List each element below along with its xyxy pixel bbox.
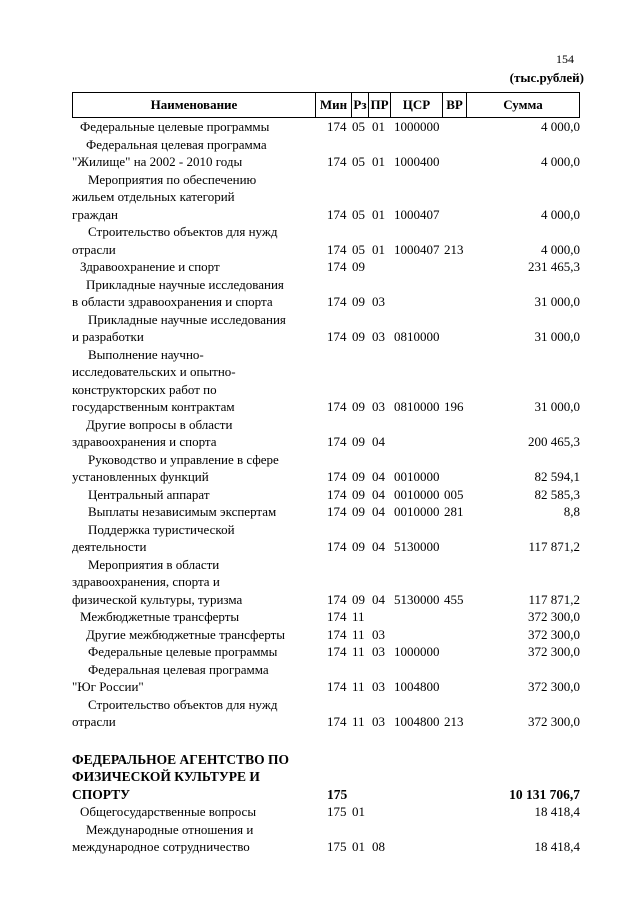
table-row: [72, 118, 584, 136]
table-row: [72, 608, 584, 626]
row-name-line: СПОРТУ: [72, 786, 131, 802]
row-name-line: Международные отношения и: [86, 821, 254, 837]
cell-sum: 82 585,3: [534, 486, 580, 502]
cell-pr: 03: [372, 644, 385, 659]
cell-sum: 31 000,0: [534, 399, 580, 414]
table-row: [72, 643, 584, 661]
row-name-line: Центральный аппарат: [88, 486, 210, 502]
cell-min: 174: [327, 154, 347, 169]
cell-sum: 231 465,3: [528, 259, 580, 274]
cell-csr: 5130000: [394, 591, 440, 607]
cell-min: 174: [327, 399, 347, 414]
cell-min: 174: [327, 119, 347, 134]
row-name-line: Мероприятия в области: [88, 556, 220, 572]
cell-rz: 09: [352, 504, 365, 519]
units-label: (тыс.рублей): [509, 70, 584, 85]
cell-csr: 1000000: [394, 119, 440, 134]
cell-rz: 05: [352, 154, 365, 169]
cell-min: 174: [327, 591, 347, 607]
row-name-line: отрасли: [72, 241, 116, 257]
cell-pr: 04: [372, 539, 385, 554]
cell-vr: 196: [444, 399, 464, 414]
cell-min: 174: [327, 434, 347, 449]
table-row: [72, 346, 584, 416]
cell-sum: 117 871,2: [528, 591, 580, 607]
cell-csr: 1000000: [394, 644, 440, 659]
row-name-line: физической культуры, туризма: [72, 591, 243, 607]
row-name-line: Общегосударственные вопросы: [80, 804, 257, 819]
table-row: [72, 311, 584, 346]
table-row: [72, 451, 584, 486]
row-name-line: Федеральная целевая программа: [86, 136, 267, 152]
cell-csr: 0810000: [394, 399, 440, 414]
row-name-line: Мероприятия по обеспечению: [88, 171, 257, 187]
cell-rz: 11: [352, 609, 365, 624]
cell-sum: 18 418,4: [534, 804, 580, 819]
cell-rz: 09: [352, 329, 365, 344]
cell-sum: 372 300,0: [528, 626, 580, 642]
row-name-line: Выплаты независимым экспертам: [88, 504, 277, 519]
cell-rz: 09: [352, 469, 365, 484]
cell-csr: 0010000: [394, 504, 440, 519]
cell-sum: 18 418,4: [534, 839, 580, 854]
cell-min: 174: [327, 241, 347, 257]
row-name-line: здравоохранения и спорта: [72, 434, 217, 449]
cell-csr: 5130000: [394, 539, 440, 554]
table-row: [72, 661, 584, 696]
cell-pr: 04: [372, 504, 385, 519]
cell-sum: 31 000,0: [534, 329, 580, 344]
page-number: 154: [556, 52, 574, 66]
cell-pr: 03: [372, 679, 385, 694]
cell-rz: 09: [352, 259, 365, 274]
table-row: [72, 486, 584, 504]
header-csr: ЦСР: [391, 93, 443, 117]
cell-sum: 372 300,0: [528, 714, 580, 729]
cell-min: 174: [327, 626, 347, 642]
cell-min: 174: [327, 259, 347, 274]
cell-rz: 11: [352, 626, 365, 642]
cell-sum: 4 000,0: [541, 154, 580, 169]
cell-vr: 213: [444, 714, 464, 729]
table-header: [72, 92, 580, 118]
cell-csr: 0810000: [394, 329, 440, 344]
cell-rz: 09: [352, 591, 365, 607]
cell-sum: 4 000,0: [541, 206, 580, 222]
cell-pr: 04: [372, 486, 385, 502]
row-name-line: Другие межбюджетные трансферты: [86, 626, 285, 642]
cell-vr: 455: [444, 591, 464, 607]
table-row-agency: [72, 751, 584, 804]
cell-pr: 01: [372, 154, 385, 169]
cell-pr: 03: [372, 714, 385, 729]
cell-rz: 09: [352, 434, 365, 449]
row-name-line: граждан: [72, 206, 118, 222]
cell-min: 174: [327, 329, 347, 344]
cell-pr: 04: [372, 469, 385, 484]
cell-sum: 372 300,0: [528, 644, 580, 659]
row-name-line: жильем отдельных категорий: [72, 189, 235, 204]
cell-rz: 05: [352, 206, 365, 222]
row-name-line: международное сотрудничество: [72, 839, 250, 854]
cell-csr: 0010000: [394, 486, 440, 502]
cell-sum: 4 000,0: [541, 241, 580, 257]
row-name-line: "Жилище" на 2002 - 2010 годы: [72, 154, 243, 169]
row-name-line: Межбюджетные трансферты: [80, 609, 240, 624]
row-name-line: Другие вопросы в области: [86, 416, 233, 432]
cell-rz: 09: [352, 486, 365, 502]
cell-min: 175: [327, 804, 347, 819]
row-name-line: Федеральные целевые программы: [80, 119, 270, 134]
table-row: [72, 171, 584, 224]
cell-csr: 1004800: [394, 679, 440, 694]
table-row: [72, 276, 584, 311]
cell-rz: 01: [352, 804, 365, 819]
cell-sum: 82 594,1: [534, 469, 580, 484]
cell-pr: 03: [372, 329, 385, 344]
row-name-line: Руководство и управление в сфере: [88, 451, 279, 467]
cell-rz: 05: [352, 241, 365, 257]
row-name-line: здравоохранения, спорта и: [72, 574, 220, 589]
cell-rz: 05: [352, 119, 365, 134]
cell-sum: 117 871,2: [528, 539, 580, 554]
row-name-line: ФЕДЕРАЛЬНОЕ АГЕНТСТВО ПО: [72, 751, 290, 767]
cell-min: 174: [327, 644, 347, 659]
cell-min: 175: [327, 839, 347, 854]
table-row: [72, 696, 584, 731]
cell-vr: 005: [444, 486, 464, 502]
row-name-line: Выполнение научно-: [88, 346, 204, 362]
cell-vr: 213: [444, 241, 464, 257]
row-name-line: Строительство объектов для нужд: [88, 224, 278, 239]
table-row: [72, 223, 584, 258]
cell-rz: 11: [352, 644, 365, 659]
cell-pr: 01: [372, 206, 385, 222]
row-name-line: Строительство объектов для нужд: [88, 696, 278, 712]
table-row: [72, 521, 584, 556]
cell-min: 174: [327, 504, 347, 519]
cell-min: 175: [327, 786, 348, 802]
cell-sum: 372 300,0: [528, 609, 580, 624]
row-name-line: Здравоохранение и спорт: [80, 259, 220, 274]
row-name-line: исследовательских и опытно-: [72, 364, 236, 379]
header-min: Мин: [316, 93, 352, 117]
cell-pr: 04: [372, 591, 385, 607]
row-name-line: "Юг России": [72, 679, 144, 694]
cell-pr: 03: [372, 626, 385, 642]
table-row: [72, 258, 584, 276]
row-name-line: деятельности: [72, 539, 147, 554]
row-name-line: Федеральная целевая программа: [88, 661, 269, 677]
cell-min: 174: [327, 294, 347, 309]
row-name-line: конструкторских работ по: [72, 381, 217, 397]
header-pr: ПР: [369, 93, 391, 117]
cell-sum: 10 131 706,7: [509, 786, 580, 802]
cell-rz: 09: [352, 539, 365, 554]
cell-pr: 03: [372, 399, 385, 414]
row-name-line: ФИЗИЧЕСКОЙ КУЛЬТУРЕ И: [72, 769, 260, 784]
cell-rz: 09: [352, 294, 365, 309]
cell-sum: 31 000,0: [534, 294, 580, 309]
table-row: [72, 626, 584, 644]
table-row: [72, 136, 584, 171]
table-row: [72, 556, 584, 609]
cell-min: 174: [327, 539, 347, 554]
cell-sum: 4 000,0: [541, 119, 580, 134]
cell-pr: 01: [372, 241, 385, 257]
cell-min: 174: [327, 206, 347, 222]
table-row: [72, 821, 584, 856]
cell-csr: 1004800: [394, 714, 440, 729]
row-name-line: государственным контрактам: [72, 399, 235, 414]
cell-csr: 1000407: [394, 206, 440, 222]
cell-rz: 11: [352, 714, 365, 729]
cell-min: 174: [327, 486, 347, 502]
cell-min: 174: [327, 714, 347, 729]
row-name-line: Прикладные научные исследования: [86, 276, 284, 292]
cell-pr: 03: [372, 294, 385, 309]
cell-rz: 09: [352, 399, 365, 414]
cell-min: 174: [327, 609, 347, 624]
cell-sum: 200 465,3: [528, 434, 580, 449]
cell-min: 174: [327, 679, 347, 694]
row-name-line: отрасли: [72, 714, 116, 729]
budget-table-body: [72, 118, 584, 856]
cell-pr: 04: [372, 434, 385, 449]
row-name-line: Поддержка туристической: [88, 521, 235, 537]
cell-csr: 0010000: [394, 469, 440, 484]
cell-rz: 01: [352, 839, 365, 854]
cell-min: 174: [327, 469, 347, 484]
cell-rz: 11: [352, 679, 365, 694]
table-row: [72, 803, 584, 821]
table-row: [72, 503, 584, 521]
header-rz: Рз: [352, 93, 369, 117]
cell-pr: 01: [372, 119, 385, 134]
row-name-line: Федеральные целевые программы: [88, 644, 278, 659]
header-sum: Сумма: [503, 97, 543, 112]
row-name-line: установленных функций: [72, 469, 209, 484]
cell-vr: 281: [444, 504, 464, 519]
cell-csr: 1000400: [394, 154, 440, 169]
row-name-line: в области здравоохранения и спорта: [72, 294, 273, 309]
cell-csr: 1000407: [394, 241, 440, 257]
cell-pr: 08: [372, 839, 385, 854]
cell-sum: 8,8: [563, 504, 580, 519]
row-name-line: и разработки: [72, 329, 144, 344]
row-name-line: Прикладные научные исследования: [88, 311, 286, 327]
table-row: [72, 416, 584, 451]
header-name: Наименование: [73, 93, 316, 117]
header-vr: ВР: [443, 93, 467, 117]
cell-sum: 372 300,0: [528, 679, 580, 694]
